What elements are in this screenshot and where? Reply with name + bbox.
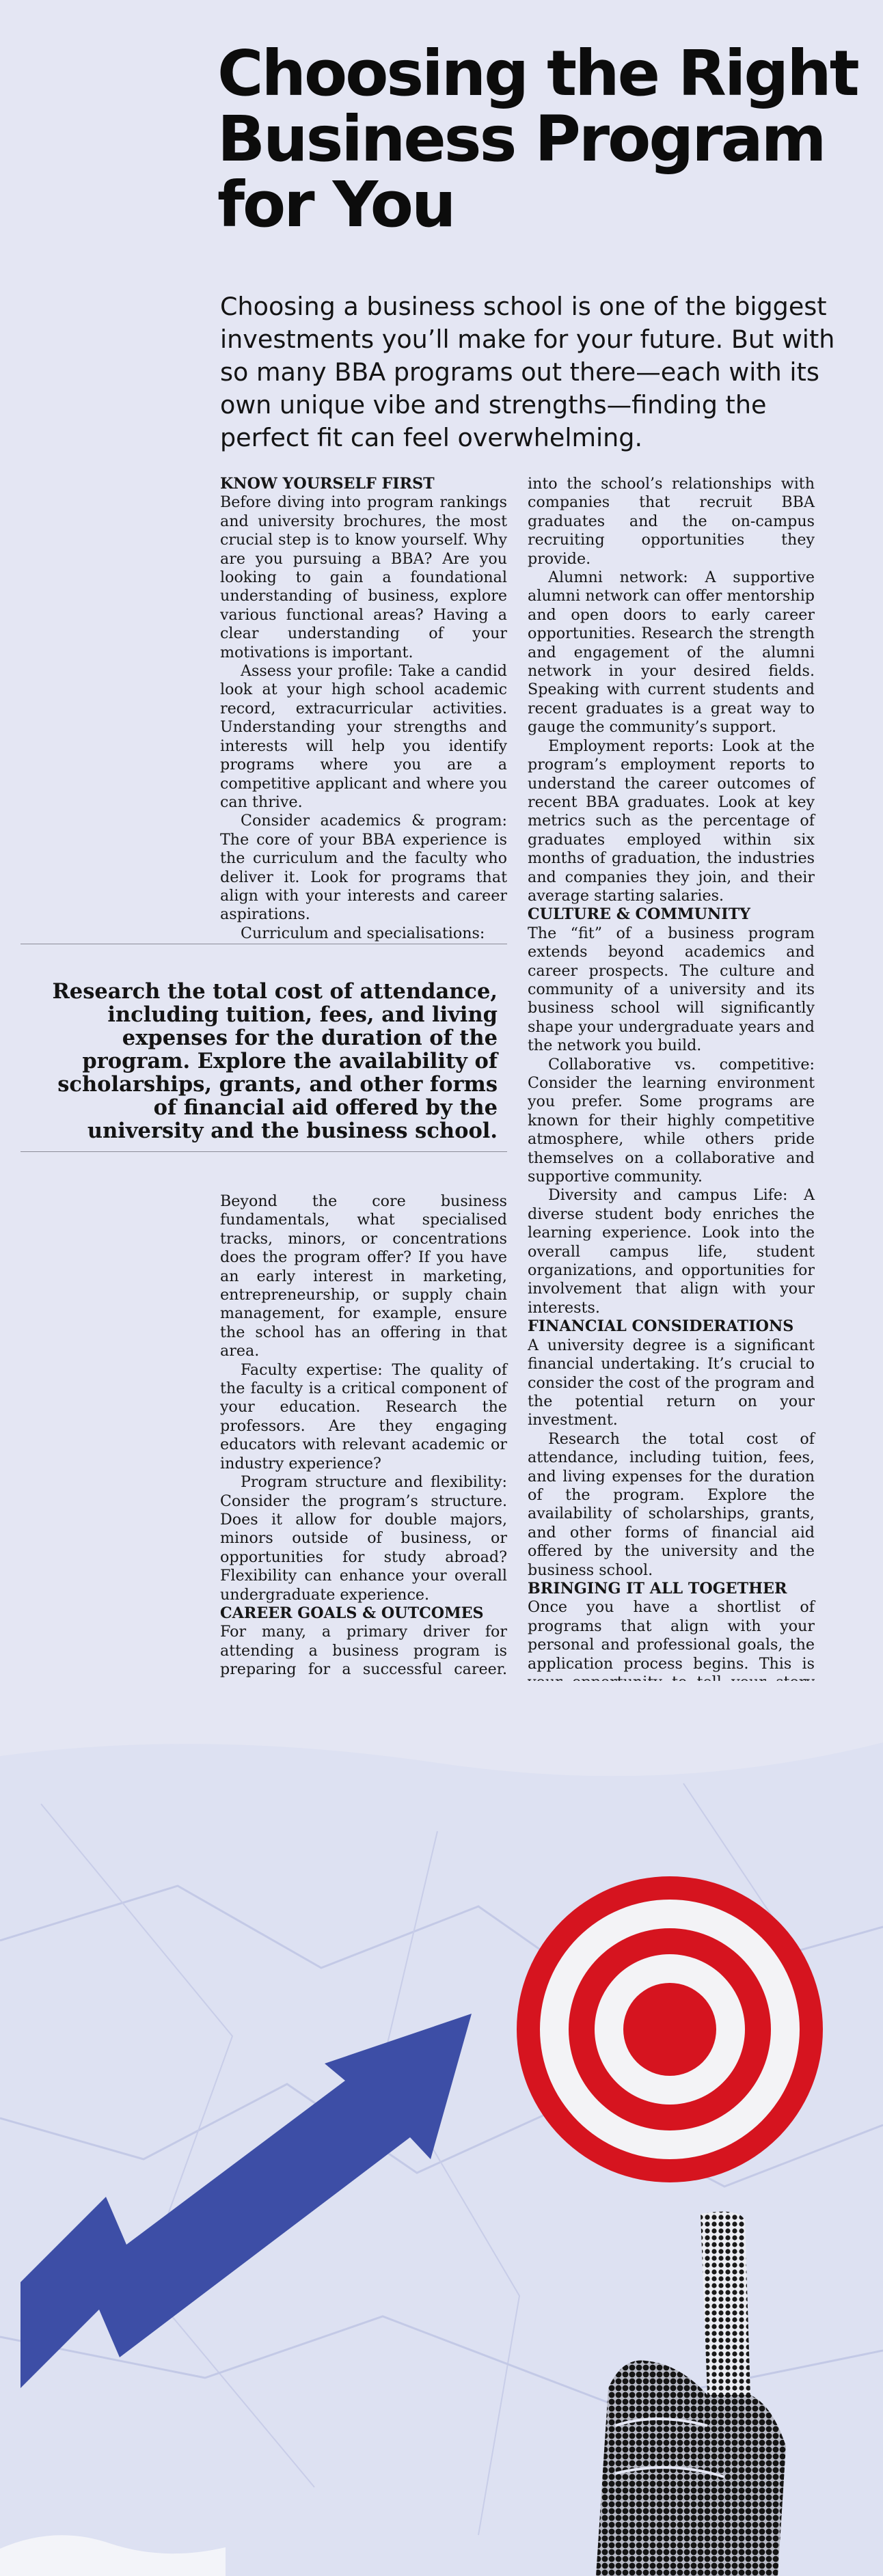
body-paragraph: Before diving into program rankings and university brochures, the most crucial step is to know yourself. Why are you pursuing a BBA? Are you looking to gain a foundational understanding of business, explore various functional areas? Having a clear understanding of your motivations is important. [220,493,507,661]
body-paragraph: Consider academics & program: The core of your BBA experience is the curriculum and the faculty who deliver it. Look for programs that align with your interests and career aspirations. [220,812,507,924]
body-paragraph: Program structure and flexibility: Consider the program’s structure. Does it allow for double majors, minors outside of business, or opportunities for study abroad? Flexibility can enhance your overall undergraduate experience. [220,1473,507,1604]
body-paragraph: A university degree is a significant financial undertaking. It’s crucial to consider the cost of the program and the potential return on your investment. [528,1336,815,1429]
body-column-right [528,475,815,1842]
body-paragraph: Beyond the core business fundamentals, what specialised tracks, minors, or concentrations does the program offer? If you have an early interest in marketing, entrepreneurship, or supply chain management, for example, ensure the school has an offering in that area. [220,1192,507,1360]
body-paragraph: Collaborative vs. competitive: Consider the learning environment you prefer. Some programs are known for their highly competitive atmosphere, while others pride themselves on a collaborative and supportive community. [528,1055,815,1186]
section-heading-financial: FINANCIAL CONSIDERATIONS [528,1317,794,1336]
section-heading-culture-community: CULTURE & COMMUNITY [528,905,750,924]
article-lede: Choosing a business school is one of the biggest investments you’ll make for your future. But with so many BBA programs out there—each with its own unique vibe and strengths—finding the perfect fit can feel overwhelming. [220,292,835,452]
bullseye-target-icon [517,1876,823,2182]
section-heading-career-goals: CAREER GOALS & OUTCOMES [220,1604,484,1622]
body-paragraph: The “fit” of a business program extends beyond academics and career prospects. The culture and community of a university and its business school will significantly shape your undergraduate years and the network you build. [528,924,815,1055]
body-paragraph: into the school’s relationships with companies that recruit BBA graduates and the on-campus recruiting opportunities they provide. [528,475,815,568]
body-paragraph: Alumni network: A supportive alumni network can offer mentorship and open doors to early career opportunities. Research the strength and engagement of the alumni network in your desired fields. Speaking with current students and recent graduates is a great way to gauge the community’s support. [528,568,815,737]
body-column-left-top [220,475,507,943]
pull-quote: Research the total cost of attendance, including tuition, fees, and living expenses for the duration of the program. Explore the availability of scholarships, grants, and other forms of financial aid offered by the university and the business school. [52,979,498,1143]
body-paragraph: Once you have a shortlist of programs that align with your personal and professional goals, the application process begins. This is [528,1598,815,1673]
article-title: Choosing the Right Business Program for You [217,37,858,241]
body-paragraph: Assess your profile: Take a candid look at your high school academic record, extracurricular activities. Understanding your strengths and interests will help you identify programs where you are a competitive applicant and where you can thrive. [220,662,507,811]
section-heading-bringing-together: BRINGING IT ALL TOGETHER [528,1579,787,1598]
body-paragraph: Diversity and campus Life: A diverse student body enriches the learning experience. Look into the overall campus life, student organizations, and opportunities for involvement that align with your interests. [528,1186,815,1317]
body-paragraph: Faculty expertise: The quality of the faculty is a critical component of your education. Research the professors. Are they engaging educators with relevant academic or industry experience? [220,1360,507,1472]
body-paragraph: For many, a primary driver for attending a business program is preparing for a successful career. [220,1623,507,1679]
section-heading-know-yourself: KNOW YOURSELF FIRST [220,475,435,493]
body-paragraph: Employment reports: Look at the program’s employment reports to understand the career outcomes of recent BBA graduates. Look at key metrics such as the percentage of graduates employed within six months of graduation, the industries and companies they join, and their average starting salaries. [528,737,815,905]
pullquote-rule-bottom [21,1151,507,1152]
illustration [0,1681,883,2576]
body-paragraph: Research the total cost of attendance, including tuition, fees, and living expenses for the duration of the program. Explore the availability of scholarships, grants, and other forms of financial aid offered by the university and the business school. [528,1429,815,1579]
body-paragraph: Curriculum and specialisations: [241,924,485,942]
